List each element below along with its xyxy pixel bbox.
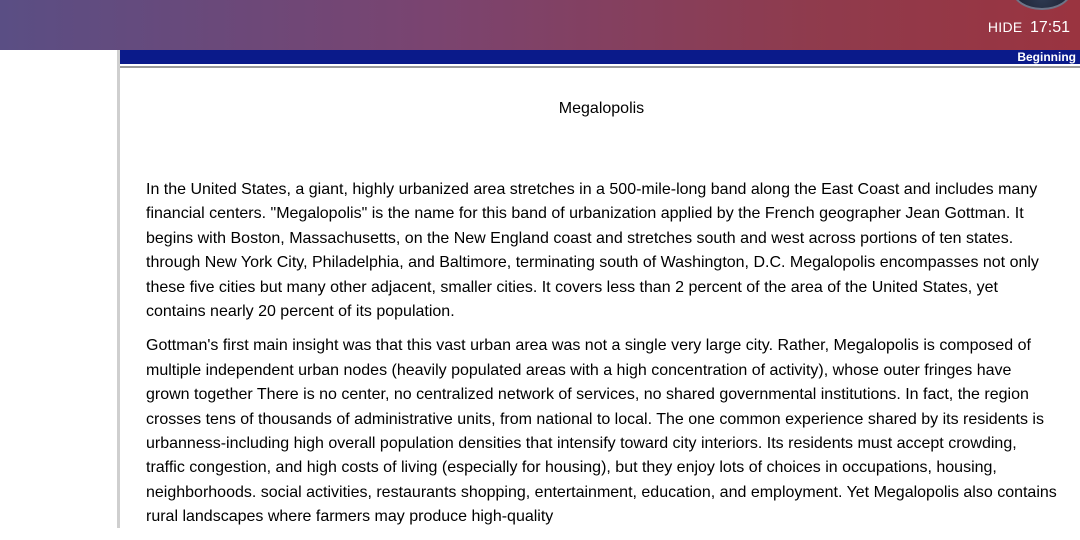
passage-paragraph: Gottman's first main insight was that this vast urban area was not a single very large city. Rather, Megalopolis is composed of multiple independent urban nodes (heavily populated areas with a high concentration of activity), whose outer fringes have grown together There is no center, no centralized network of services, no shared governmental institutions. In fact, the region crosses tens of thousands of administrative units, from national to local. The one common experience shared by its residents is urbanness-including high overall population densities that intensify toward city interiors. Its residents must accept crowding, traffic congestion, and high costs of living (especially for housing), but they enjoy lots of choices in occupations, housing, neighborhoods. social activities, restaurants shopping, entertainment, education, and employment. Yet Megalopolis also contains rural landscapes where farmers may produce high-quality: [146, 337, 1057, 526]
beginning-link[interactable]: Beginning: [1017, 50, 1076, 64]
passage-title: Megalopolis: [558, 100, 645, 117]
reading-pane: [117, 50, 1080, 528]
passage-paragraph: In the United States, a giant, highly urbanized area stretches in a 500-mile-long band along the East Coast and includes many financial centers. "Megalopolis" is the name for this band of urbanization applied by the French geographer Jean Gottman. It begins with Boston, Massachusetts, on the New England coast and stretches south and west across portions of ten states. through New York City, Philadelphia, and Baltimore, terminating south of Washington, D.C. Megalopolis encompasses not only these five cities but many other adjacent, smaller cities. It covers less than 2 percent of the area of the United States, yet contains nearly 20 percent of its population.: [146, 181, 1039, 321]
hide-timer-button[interactable]: HIDE: [987, 19, 1023, 35]
passage-nav-bar: [120, 50, 1080, 66]
passage-text: [146, 178, 1058, 540]
top-bar: [0, 0, 1080, 50]
logo-icon: [1012, 0, 1072, 10]
countdown-timer: 17:51: [1029, 19, 1070, 36]
left-gutter: [0, 50, 116, 528]
timer-area: [988, 19, 1070, 37]
